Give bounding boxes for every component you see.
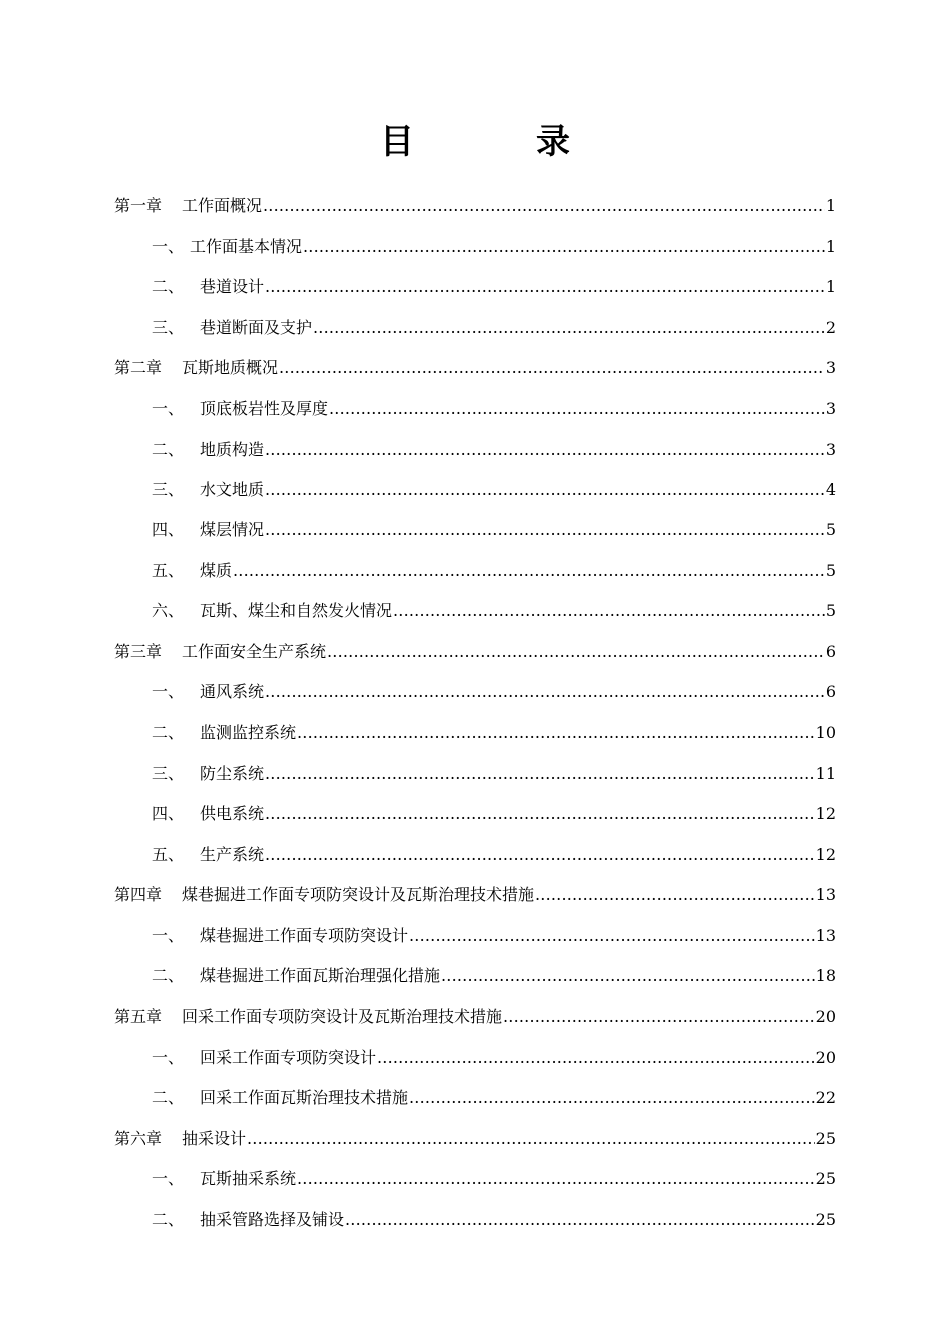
toc-entry-number: 二、: [152, 723, 185, 742]
toc-entry-section[interactable]: [152, 231, 836, 257]
toc-entry-section[interactable]: [152, 960, 836, 986]
toc-dot-leader: [265, 480, 825, 500]
toc-entry-text: 煤巷掘进工作面专项防突设计及瓦斯治理技术措施: [182, 885, 535, 904]
toc-entry-number: 一、: [152, 399, 185, 418]
toc-entry-text: 地质构造: [200, 440, 265, 459]
toc-page-number: 20: [815, 1048, 836, 1067]
toc-page-number: 18: [815, 966, 836, 985]
toc-entry-text: 防尘系统: [200, 764, 265, 783]
toc-dot-leader: [327, 642, 825, 662]
toc-entry-number: 一、: [152, 237, 185, 256]
toc-entry-number: 一、: [152, 1169, 185, 1188]
toc-entry-number: 五、: [152, 845, 185, 864]
toc-page-number: 1: [825, 277, 836, 296]
toc-page-number: 13: [815, 926, 836, 945]
toc-entry-section[interactable]: [152, 758, 836, 784]
toc-page-number: 25: [815, 1169, 836, 1188]
toc-entry-number: 一、: [152, 1048, 185, 1067]
toc-dot-leader: [535, 885, 815, 905]
toc-entry-text: 回采工作面专项防突设计及瓦斯治理技术措施: [182, 1007, 503, 1026]
toc-entry-number: 三、: [152, 764, 185, 783]
toc-dot-leader: [503, 1007, 815, 1027]
toc-entry-number: 二、: [152, 966, 185, 985]
toc-entry-number: 二、: [152, 277, 185, 296]
toc-page-number: 10: [815, 723, 836, 742]
toc-dot-leader: [265, 764, 815, 784]
toc-page-number: 4: [825, 480, 836, 499]
toc-dot-leader: [279, 358, 825, 378]
toc-entry-section[interactable]: [152, 1082, 836, 1108]
toc-dot-leader: [265, 440, 825, 460]
toc-entry-text: 通风系统: [200, 682, 265, 701]
toc-page-number: 3: [825, 440, 836, 459]
toc-entry-section[interactable]: [152, 1042, 836, 1068]
toc-page-number: 25: [815, 1129, 836, 1148]
toc-page-number: 12: [815, 845, 836, 864]
toc-dot-leader: [441, 966, 815, 986]
toc-entry-section[interactable]: [152, 920, 836, 946]
toc-entry-number: 第六章: [114, 1129, 163, 1148]
toc-entry-section[interactable]: [152, 717, 836, 743]
toc-dot-leader: [265, 520, 825, 540]
toc-entry-text: 瓦斯、煤尘和自然发火情况: [200, 601, 393, 620]
toc-entry-number: 六、: [152, 601, 185, 620]
toc-entry-number: 二、: [152, 1088, 185, 1107]
toc-dot-leader: [377, 1048, 815, 1068]
toc-entry-number: 第二章: [114, 358, 163, 377]
toc-entry-section[interactable]: [152, 676, 836, 702]
toc-dot-leader: [263, 196, 825, 216]
toc-dot-leader: [303, 237, 825, 257]
toc-entry-chapter-2[interactable]: [114, 352, 836, 378]
toc-entry-number: 第一章: [114, 196, 163, 215]
toc-entry-chapter-5[interactable]: [114, 1001, 836, 1027]
toc-page-number: 3: [825, 358, 836, 377]
toc-entry-text: 煤巷掘进工作面专项防突设计: [200, 926, 409, 945]
toc-page-number: 5: [825, 561, 836, 580]
toc-entry-chapter-3[interactable]: [114, 636, 836, 662]
toc-page-number: 13: [815, 885, 836, 904]
toc-page-number: 2: [825, 318, 836, 337]
page-title: 目 录: [380, 122, 614, 162]
toc-dot-leader: [265, 277, 825, 297]
toc-entry-section[interactable]: [152, 271, 836, 297]
toc-entry-number: 四、: [152, 804, 185, 823]
toc-page-number: 20: [815, 1007, 836, 1026]
toc-dot-leader: [409, 1088, 815, 1108]
toc-entry-chapter-1[interactable]: [114, 190, 836, 216]
toc-dot-leader: [247, 1129, 815, 1149]
toc-dot-leader: [345, 1210, 815, 1230]
toc-entry-text: 顶底板岩性及厚度: [200, 399, 329, 418]
toc-entry-text: 巷道设计: [200, 277, 265, 296]
toc-entry-section[interactable]: [152, 595, 836, 621]
toc-entry-text: 生产系统: [200, 845, 265, 864]
toc-entry-text: 抽采设计: [182, 1129, 247, 1148]
toc-entry-section[interactable]: [152, 798, 836, 824]
toc-dot-leader: [265, 682, 825, 702]
toc-entry-number: 第五章: [114, 1007, 163, 1026]
toc-entry-text: 瓦斯抽采系统: [200, 1169, 297, 1188]
toc-entry-chapter-4[interactable]: [114, 879, 836, 905]
toc-page-number: 5: [825, 520, 836, 539]
toc-dot-leader: [393, 601, 825, 621]
toc-entry-number: 第三章: [114, 642, 163, 661]
toc-entry-section[interactable]: [152, 312, 836, 338]
toc-page-number: 1: [825, 237, 836, 256]
toc-entry-number: 三、: [152, 318, 185, 337]
toc-page-number: 6: [825, 642, 836, 661]
toc-entry-section[interactable]: [152, 1163, 836, 1189]
toc-entry-section[interactable]: [152, 434, 836, 460]
toc-entry-text: 工作面概况: [182, 196, 263, 215]
toc-page-number: 11: [815, 764, 836, 783]
toc-page-number: 6: [825, 682, 836, 701]
toc-entry-section[interactable]: [152, 839, 836, 865]
toc-dot-leader: [329, 399, 825, 419]
toc-entry-text: 煤质: [200, 561, 233, 580]
toc-entry-number: 四、: [152, 520, 185, 539]
toc-entry-section[interactable]: [152, 393, 836, 419]
toc-entry-text: 抽采管路选择及铺设: [200, 1210, 345, 1229]
toc-entry-section[interactable]: [152, 555, 836, 581]
toc-dot-leader: [409, 926, 815, 946]
toc-page-number: 3: [825, 399, 836, 418]
toc-entry-text: 回采工作面专项防突设计: [200, 1048, 377, 1067]
toc-page-number: 22: [815, 1088, 836, 1107]
toc-entry-text: 瓦斯地质概况: [182, 358, 279, 377]
toc-page-number: 1: [825, 196, 836, 215]
toc-entry-number: 一、: [152, 926, 185, 945]
toc-entry-number: 二、: [152, 440, 185, 459]
toc-page-number: 25: [815, 1210, 836, 1229]
toc-entry-text: 巷道断面及支护: [200, 318, 313, 337]
toc-entry-text: 供电系统: [200, 804, 265, 823]
toc-dot-leader: [297, 723, 815, 743]
toc-dot-leader: [233, 561, 825, 581]
toc-dot-leader: [313, 318, 825, 338]
toc-dot-leader: [297, 1169, 815, 1189]
toc-entry-number: 二、: [152, 1210, 185, 1229]
toc-dot-leader: [265, 845, 815, 865]
toc-entry-text: 回采工作面瓦斯治理技术措施: [200, 1088, 409, 1107]
toc-dot-leader: [265, 804, 815, 824]
toc-entry-text: 监测监控系统: [200, 723, 297, 742]
toc-entry-chapter-6[interactable]: [114, 1123, 836, 1149]
toc-entry-text: 煤巷掘进工作面瓦斯治理强化措施: [200, 966, 441, 985]
toc-page-number: 12: [815, 804, 836, 823]
toc-entry-number: 第四章: [114, 885, 163, 904]
toc-entry-section[interactable]: [152, 1204, 836, 1230]
toc-entry-section[interactable]: [152, 514, 836, 540]
toc-entry-text: 煤层情况: [200, 520, 265, 539]
toc-entry-text: 工作面安全生产系统: [182, 642, 327, 661]
toc-page-number: 5: [825, 601, 836, 620]
toc-entry-text: 工作面基本情况: [190, 237, 303, 256]
toc-entry-number: 一、: [152, 682, 185, 701]
toc-entry-number: 三、: [152, 480, 185, 499]
toc-entry-section[interactable]: [152, 474, 836, 500]
toc-entry-text: 水文地质: [200, 480, 265, 499]
toc-entry-number: 五、: [152, 561, 185, 580]
